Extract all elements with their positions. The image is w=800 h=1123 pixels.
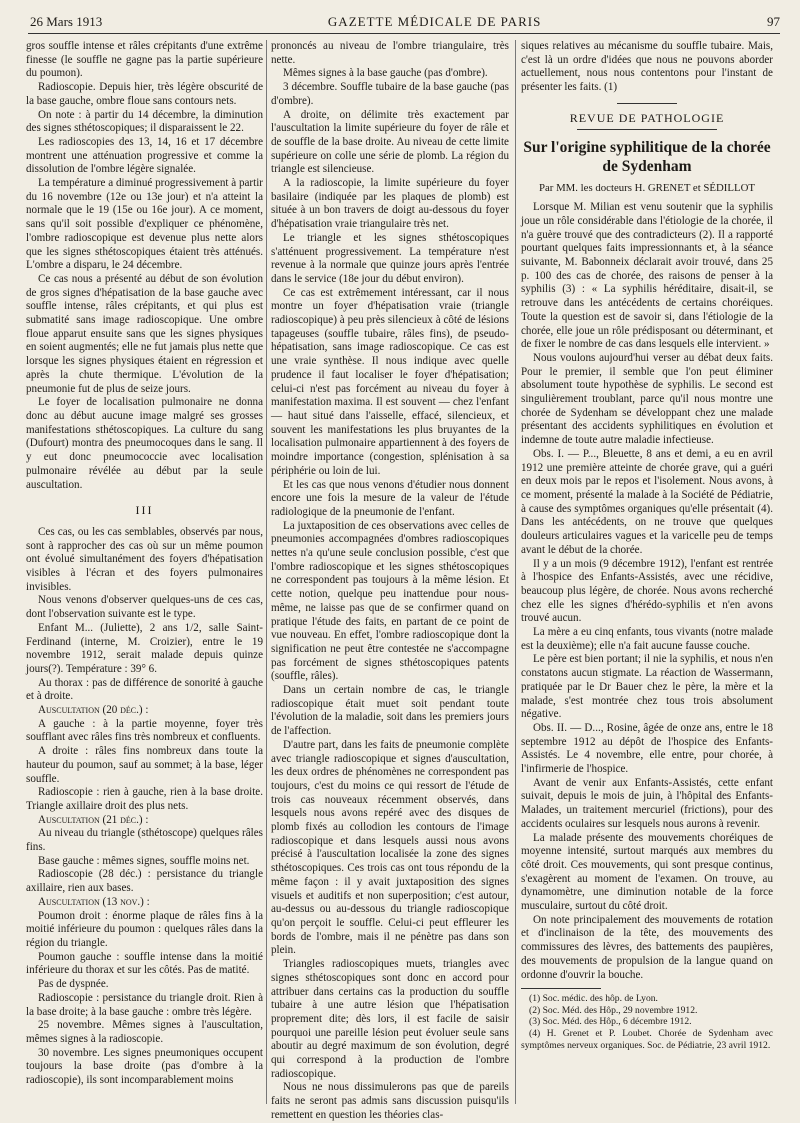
paragraph: Radioscopie. Depuis hier, très légère obscurité de la base gauche, ombre floue sans contours nets. [26, 81, 263, 107]
footnote: (3) Soc. Méd. des Hôp., 6 décembre 1912. [529, 1016, 692, 1028]
paragraph: Enfant M... (Juliette), 2 ans 1/2, salle Saint-Ferdinand (interne, M. Croizier), entre le 19 novembre 1912, serait malade depuis quinze jours(?). Température : 39° 6. [26, 621, 263, 675]
paragraph: Obs. II. — D..., Rosine, âgée de onze ans, entre le 18 septembre 1912 au dépôt de l'hospice des Enfants-Assistés. Le 4 novembre, elle entre, pour chorée, à l'infirmerie de l'hospice. [521, 721, 773, 776]
section-title: REVUE DE PATHOLOGIE [569, 110, 725, 125]
paragraph: La température a diminué progressivement à partir du 16 novembre (12e ou 13e jour) et n'a atteint la normale que le 19 (15e ou 16e jour). A ce moment, sans qu'il soit possible d'expliquer ce phénomène, l'ombre radioscopique est devenue plus nette alors que les signes sthétoscopiques étaient très atténués. L'ombre a disparu, le 24 décembre. [26, 177, 263, 272]
paragraph: Obs. I. — P..., Bleuette, 8 ans et demi, a eu en avril 1912 une première atteinte de chorée grave, qui a guéri en deux mois par le repos et l'isolement. Nous avons, à ce moment, présenté la malade à la Société de Pédiatrie, à cause des symptômes organiques qu'elle présentait (4). Dans les antécédents, on ne trouve que quelques douleurs articulaires vagues et la varicelle peu de temps avant le début de la chorée. [521, 447, 773, 556]
paragraph: Avant de venir aux Enfants-Assistés, cette enfant suivait, depuis le mois de juin, à l'hôpital des Enfants-Malades, un traitement mercuriel (frictions), pour des accidents oculaires sur lesquels nous aurons à revenir. [521, 776, 773, 830]
footnote-rule [521, 988, 601, 989]
subheading: Auscultation (13 nov.) : [38, 895, 150, 908]
paragraph: Ces cas, ou les cas semblables, observés par nous, sont à rapprocher des cas où sur un même poumon ont évolué simultanément des foyers d'hépatisation visibles à l'écran et des foyers pulmonaires invisibles. [26, 525, 263, 593]
paragraph: gros souffle intense et râles crépitants d'une extrême finesse (le souffle ne gagne pas la partie supérieure du poumon). [26, 40, 263, 80]
article-byline: Par MM. les docteurs H. GRENET et SÉDILLOT [538, 181, 755, 194]
subheading: Auscultation (21 déc.) : [38, 813, 149, 826]
paragraph: Au niveau du triangle (sthétoscope) quelques râles fins. [26, 827, 263, 854]
page-header [30, 14, 780, 34]
header-rule [28, 33, 780, 34]
footnote: (1) Soc. médic. des hôp. de Lyon. [529, 993, 658, 1005]
paragraph: Nous venons d'observer quelques-uns de ces cas, dont l'observation suivante est le type. [26, 594, 263, 621]
paragraph: prononcés au niveau de l'ombre triangulaire, très nette. [271, 40, 509, 66]
paragraph: Base gauche : mêmes signes, souffle moins net. [38, 854, 250, 867]
subheading: Auscultation (20 déc.) : [38, 704, 149, 717]
paragraph: A droite, on délimite très exactement par l'auscultation la limite supérieure du foyer de râle et de souffle de la base droite. Au niveau de cette limite supérieure on colle une série de plomb. La région du triangle est silencieuse. [271, 108, 509, 176]
paragraph: 3 décembre. Souffle tubaire de la base gauche (pas d'ombre). [271, 81, 509, 107]
separator-rule [577, 129, 717, 130]
paragraph: Le triangle et les signes sthétoscopiques s'atténuent progressivement. La température n'est revenue à la normale que quinze jours après l'entrée dans le service (18e jour du début environ). [271, 231, 509, 285]
paragraph: Nous ne nous dissimulerons pas que de pareils faits ne seront pas admis sans discussion puisqu'ils remettent en question les théories clas- [271, 1081, 509, 1121]
paragraph: 25 novembre. Mêmes signes à l'auscultation, mêmes signes à la radioscopie. [26, 1019, 263, 1045]
paragraph: La mère a eu cinq enfants, tous vivants (notre malade est la deuxième); elle n'a fait aucune fausse couche. [521, 626, 773, 652]
paragraph: A gauche : à la partie moyenne, foyer très soufflant avec râles fins très nombreux et confluents. [26, 717, 263, 744]
paragraph: Il y a un mois (9 décembre 1912), l'enfant est rentrée à l'hospice des Enfants-Assistés, avec une récidive, beaucoup plus légère, de chorée. Nous avons recherché chez elle les signes d'hérédo-syphilis et n'en avons trouvé aucun. [521, 557, 773, 625]
journal-title: GAZETTE MÉDICALE DE PARIS [327, 14, 542, 29]
column-3 [521, 40, 773, 1104]
paragraph: Radioscopie : persistance du triangle droit. Rien à la base droite; à la base gauche : ombre très légère. [26, 991, 263, 1018]
paragraph: A la radioscopie, la limite supérieure du foyer basilaire (indiquée par les plaques de plomb) est située à un bon travers de doigt au-dessous du foyer d'hépatisation vraie triangulaire très net. [271, 177, 509, 231]
paragraph: Au thorax : pas de différence de sonorité à gauche et à droite. [26, 676, 263, 703]
separator-rule [617, 103, 677, 104]
paragraph: La juxtaposition de ces observations avec celles de pneumonies accompagnées d'ombres radioscopiques nettes n'a qu'une seule conclusion possible, c'est que l'ombre radioscopique et les signes sthétoscopiques ne correspondent pas toujours à la même lésion. Et cette notion, quelque peu inattendue pour nous-même, ne laisse pas que de se confirmer quand on pratique l'étude des faits, en partant de ce point de vue nouveau. En effet, l'ombre radioscopique dont la signification ne peut être contestée ne s'accompagne pas forcément de signes sthétoscopiques patents (souffle, râles). [271, 519, 509, 683]
paragraph: On note principalement des mouvements de rotation et d'inclinaison de la tête, des mouvements des commissures des lèvres, des battements des paupières, des mouvements de propulsion de la langue quand on ordonne d'ouvrir la bouche. [521, 913, 773, 981]
paragraph: Les radioscopies des 13, 14, 16 et 17 décembre montrent une atténuation progressive et comme la dissolution de l'ombre légère signalée. [26, 135, 263, 176]
paragraph: La malade présente des mouvements choréiques de moyenne intensité, surtout marqués aux membres du côté droit. Ces mouvements, qui sont presque continus, s'exagèrent au moment de l'examen. On trouve, au dynamomètre, une diminution notable de la force musculaire, surtout du côté droit. [521, 831, 773, 913]
article-title: Sur l'origine syphilitique de la chorée de Sydenham [523, 138, 771, 175]
section-heading: III [135, 503, 154, 518]
column-2 [271, 40, 509, 1121]
paragraph: Radioscopie (28 déc.) : persistance du triangle axillaire, rien aux bases. [26, 868, 263, 895]
paragraph: Le foyer de localisation pulmonaire ne donna donc au début aucune image malgré ses grosses manifestations sthétoscopiques. La culture du sang (Dufourt) montra des pneumocoques dans le sang. Il y eut donc pneumococcie avec localisation pulmonaire révélée au début par la seule auscultation. [26, 396, 263, 491]
paragraph: Poumon droit : énorme plaque de râles fins à la moitié inférieure du poumon : quelques râles dans la région du triangle. [26, 909, 263, 949]
column-divider [266, 40, 267, 1104]
paragraph: Lorsque M. Milian est venu soutenir que la syphilis joue un rôle considérable dans l'étiologie de la chorée, il n'a guère trouvé que des contradicteurs (2). Il a rapporté pourtant quelques faits impressionnants et, à la séance suivante, M. Babonneix déclarait avoir trouvé, dans 25 p. 100 des cas de chorée, des raisons de penser à la syphilis (3) : « La syphilis héréditaire, disait-il, se retrouve dans les antécédents de certains choréiques. Toute la question est de savoir si, dans l'étiologie de la chorée, elle joue un rôle prédisposant ou déterminant, et de fixer le nombre de cas dans lesquels elle intervient. » [521, 201, 773, 351]
paragraph: Radioscopie : rien à gauche, rien à la base droite. Triangle axillaire droit des plus nets. [26, 786, 263, 812]
paragraph: D'autre part, dans les faits de pneumonie complète avec triangle radioscopique et signes d'auscultation, les deux ordres de phénomènes ne correspondent pas toujours, c'est du moins ce qui ressort de l'étude de trois cas nouveaux récemment observés, dans lesquels nous avons repéré avec des disques de plomb fixés au collodion les contours de l'image radioscopique et dans lesquels aussi nous avons précisé à l'auscultation localisée la zone des signes sthétoscopiques. Ces trois cas ont tous répondu de la même façon : il y avait juxtaposition des signes visuels et auditifs et non superposition; c'est autour, au-dessus ou au-dessous du triangle radioscopique qu'on perçoit le souffle. Celui-ci peut effleurer les bords de l'ombre, mais il ne pénètre pas dans son plein. [271, 738, 509, 957]
paragraph: Dans un certain nombre de cas, le triangle radioscopique était muet soit pendant toute l'évolution de la maladie, soit dans les premiers jours de l'affection. [271, 684, 509, 738]
paragraph: Pas de dyspnée. [38, 978, 109, 991]
header-date: 26 Mars 1913 [30, 14, 103, 29]
paragraph: Mêmes signes à la base gauche (pas d'ombre). [283, 67, 488, 80]
page-number: 97 [767, 14, 780, 29]
paragraph: 30 novembre. Les signes pneumoniques occupent toujours la base droite (pas d'ombre à la radioscopie), ils sont incomparablement moins [26, 1046, 263, 1087]
footnote: (4) H. Grenet et P. Loubet. Chorée de Sydenham avec symptômes nerveux organiques. Soc. de Pédiatrie, 23 avril 1912. [521, 1028, 773, 1051]
paragraph: A droite : râles fins nombreux dans toute la hauteur du poumon, sauf au sommet; à la base, léger souffle. [26, 745, 263, 785]
column-1 [26, 40, 263, 1104]
paragraph: Ce cas nous a présenté au début de son évolution de gros signes d'hépatisation de la base gauche avec souffle intense, râles crépitants, et qui plus est submatité sans image radioscopique. Une ombre floue apparut ensuite sans que les signes physiques en soient augmentés; elle ne fut jamais plus nette que lorsque les signes physiques étaient en régression et après la chute thermique. L'évolution de la pneumonie fut de plus de seize jours. [26, 272, 263, 395]
paragraph: On note : à partir du 14 décembre, la diminution des signes sthétoscopiques; il disparaissent le 22. [26, 108, 263, 135]
paragraph: Ce cas est extrêmement intéressant, car il nous montre un foyer d'hépatisation vraie (triangle radioscopique) à peu près silencieux à côté de lésions tapageuses (souffle tubaire, râles fins), de pseudo-hépatisation, sans image radioscopique. Ce cas est une vraie synthèse. Il nous indique avec quelle prudence il faut localiser le foyer d'hépatisation; celui-ci n'est pas forcément au niveau du foyer à manifestation maxima. Il est souvent — chez l'enfant — haut situé dans l'aisselle, effacé, silencieux, et souvent les manifestations les plus bruyantes de la localisation pulmonaire appartiennent à des foyers de moindre importance (congestion, splénisation à sa périphérie ou loin de lui. [271, 286, 509, 477]
paragraph: Le père est bien portant; il nie la syphilis, et nous n'en constatons aucun stigmate. La réaction de Wassermann, pratiquée par le Dr Bauer chez le père, la mère et la malade, s'est montrée chez tous trois absolument négative. [521, 653, 773, 721]
paragraph: Poumon gauche : souffle intense dans la moitié inférieure du thorax et sur les côtés. Pas de matité. [26, 950, 263, 977]
paragraph: siques relatives au mécanisme du souffle tubaire. Mais, c'est là un ordre d'idées que nous ne pouvons aborder actuellement, nous nous contentons pour l'instant de présenter les faits. (1) [521, 40, 773, 94]
paragraph: Triangles radioscopiques muets, triangles avec signes sthétoscopiques sont donc en accord pour attribuer dans certains cas la production du souffle tubaire à une autre lésion que l'hépatisation proprement dite; dès lors, il est facile de saisir pourquoi une pareille lésion peut évoluer seule sans aboutir au degré maximum de son évolution, degré qui correspond à la production de l'ombre radioscopique. [271, 958, 509, 1080]
footnote: (2) Soc. Méd. des Hôp., 29 novembre 1912. [529, 1004, 698, 1016]
paragraph: Et les cas que nous venons d'étudier nous donnent encore une fois la mesure de la valeur de l'étude radiologique de la pneumonie de l'enfant. [271, 478, 509, 518]
column-divider [515, 40, 516, 1104]
paragraph: Nous voulons aujourd'hui verser au débat deux faits. Pour le premier, il semble que l'on peut éliminer absolument toute hypothèse de syphilis. Le second est singulièrement troublant, parce qu'il nous montre une chorée de Sydenham se développant chez une malade présentant des accidents syphilitiques en évolution et indemne de toute autre maladie infectieuse. [521, 351, 773, 447]
